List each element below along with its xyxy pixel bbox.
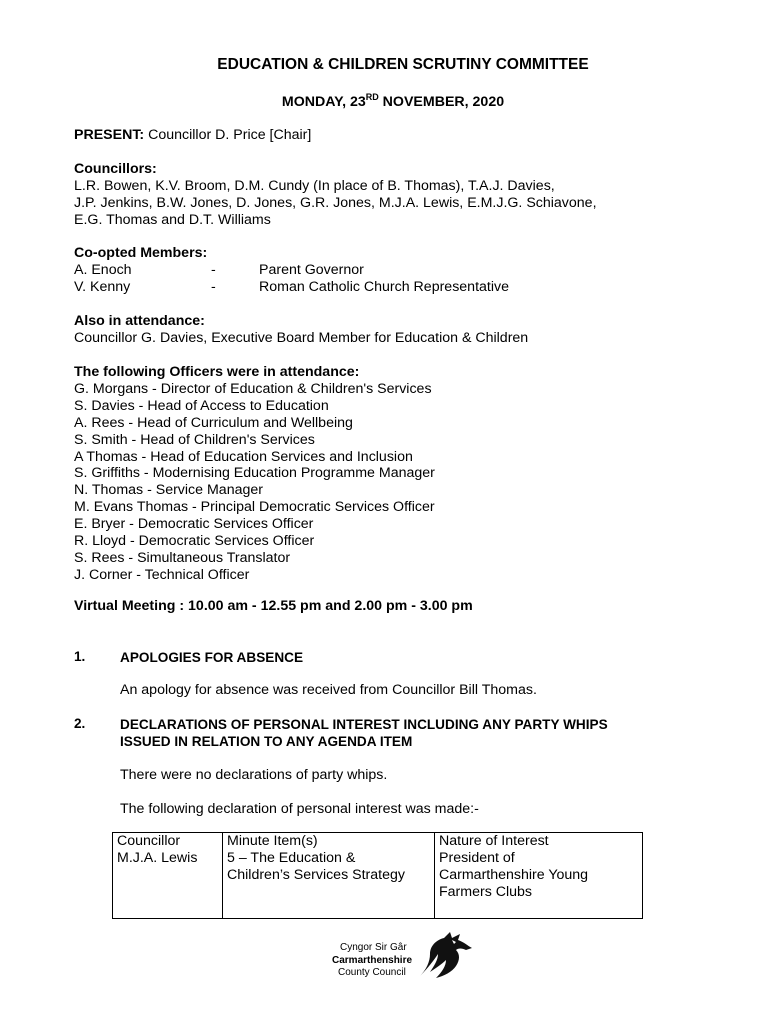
councillors-line: J.P. Jenkins, B.W. Jones, D. Jones, G.R. Jones, M.J.A. Lewis, E.M.J.G. Schiavone, [74, 194, 597, 211]
coopted-dash: - [211, 261, 216, 278]
item-number: 1. [74, 649, 86, 664]
dragon-icon [416, 926, 474, 984]
officer-line: S. Griffiths - Modernising Education Programme Manager [74, 465, 435, 482]
officer-line: S. Smith - Head of Children's Services [74, 431, 315, 448]
coopted-name: V. Kenny [74, 278, 131, 295]
officer-line: S. Rees - Simultaneous Translator [74, 549, 291, 566]
cell-line: 5 – The Education & [227, 850, 356, 866]
councillors-heading: Councillors: [74, 161, 157, 177]
item-heading [120, 716, 608, 750]
table-header-cell: Minute Item(s) [223, 833, 435, 851]
coopted-role: Roman Catholic Church Representative [259, 278, 509, 295]
cell-line: Children’s Services Strategy [227, 867, 405, 883]
officer-line: A Thomas - Head of Education Services and Inclusion [74, 448, 413, 465]
officers-section [74, 364, 435, 584]
officer-line: J. Corner - Technical Officer [74, 566, 250, 583]
document-title: EDUCATION & CHILDREN SCRUTINY COMMITTEE [217, 56, 589, 73]
logo-english-text: Carmarthenshire [332, 955, 413, 966]
present-line [74, 127, 311, 144]
logo-welsh-text: Cyngor Sir Gâr [340, 942, 407, 953]
coopted-heading: Co-opted Members: [74, 245, 208, 261]
officer-line: S. Davies - Head of Access to Education [74, 397, 329, 414]
item-heading-line: DECLARATIONS OF PERSONAL INTEREST INCLUDING ANY PARTY WHIPS [120, 717, 608, 732]
item-paragraph: There were no declarations of party whips. [120, 767, 388, 783]
cell-line: Farmers Clubs [439, 884, 533, 900]
date-superscript: RD [365, 92, 379, 102]
interest-table [112, 832, 643, 919]
coopted-row [74, 262, 509, 279]
coopted-dash: - [211, 278, 216, 295]
councillors-line: E.G. Thomas and D.T. Williams [74, 211, 271, 228]
also-attendance-heading: Also in attendance: [74, 313, 205, 329]
table-header-cell: Councillor [113, 833, 223, 851]
date-suffix: NOVEMBER, 2020 [378, 94, 505, 110]
coopted-role: Parent Governor [259, 261, 364, 278]
item-heading [120, 649, 303, 666]
item-heading-line: ISSUED IN RELATION TO ANY AGENDA ITEM [120, 734, 413, 749]
councillors-section [74, 161, 597, 229]
item-heading-line: APOLOGIES FOR ABSENCE [120, 650, 304, 665]
table-header-row [113, 833, 643, 851]
table-header-cell: Nature of Interest [435, 833, 643, 851]
officer-line: N. Thomas - Service Manager [74, 482, 263, 499]
councillors-line: L.R. Bowen, K.V. Broom, D.M. Cundy (In place of B. Thomas), T.A.J. Davies, [74, 177, 555, 194]
table-cell-councillor: M.J.A. Lewis [113, 850, 223, 919]
present-label: PRESENT: [74, 127, 145, 143]
item-paragraph: An apology for absence was received from Councillor Bill Thomas. [120, 682, 537, 698]
cell-line: Carmarthenshire Young [439, 867, 589, 883]
also-attendance-section [74, 313, 528, 347]
officer-line: M. Evans Thomas - Principal Democratic Services Officer [74, 499, 435, 516]
cell-line: President of [439, 850, 515, 866]
officer-line: G. Morgans - Director of Education & Children's Services [74, 380, 432, 397]
table-row [113, 850, 643, 919]
coopted-row [74, 279, 509, 296]
officers-heading: The following Officers were in attendance: [74, 364, 360, 380]
officer-line: E. Bryer - Democratic Services Officer [74, 516, 314, 533]
item-number: 2. [74, 716, 86, 731]
coopted-section [74, 245, 509, 296]
table-cell-minute-item [223, 850, 435, 919]
item-paragraph: The following declaration of personal interest was made:- [120, 801, 479, 817]
meeting-times: Virtual Meeting : 10.00 am - 12.55 pm and 2.00 pm - 3.00 pm [74, 598, 473, 614]
officer-line: R. Lloyd - Democratic Services Officer [74, 533, 315, 550]
present-text: Councillor D. Price [Chair] [144, 127, 312, 143]
table-cell-nature [435, 850, 643, 919]
date-prefix: MONDAY, 23 [281, 94, 366, 110]
also-attendance-text: Councillor G. Davies, Executive Board Member for Education & Children [74, 329, 529, 346]
meeting-date [0, 94, 770, 110]
logo-council-text: County Council [338, 967, 406, 978]
coopted-name: A. Enoch [74, 261, 132, 278]
council-logo [330, 924, 480, 984]
officer-line: A. Rees - Head of Curriculum and Wellbeing [74, 414, 353, 431]
